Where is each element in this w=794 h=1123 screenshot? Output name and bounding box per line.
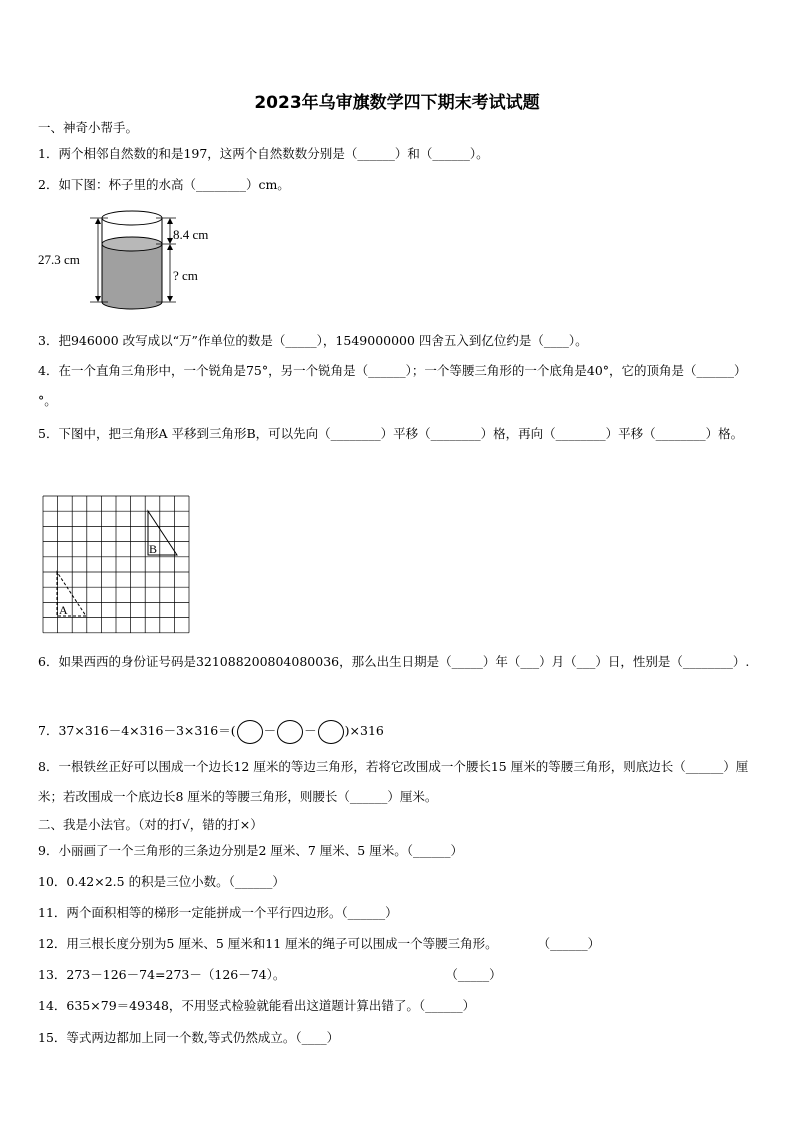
cup-top-label: 8.4 cm <box>173 227 209 242</box>
triangle-a-label: A <box>59 603 68 617</box>
cup-total-label: 27.3 cm <box>38 252 80 267</box>
section-two-heading: 二、我是小法官。（对的打√，错的打×） <box>38 817 263 832</box>
question-12 <box>38 936 600 952</box>
question-13-blank: （_____） <box>445 967 502 982</box>
question-6: 6．如果西西的身份证号码是321088200804080036，那么出生日期是（_____）年（___）月（___）日，性别是（________）. <box>38 654 750 669</box>
question-14: 14．635×79＝49348，不用竖式检验就能看出这道题计算出错了。（______） <box>38 998 476 1013</box>
question-1: 1．两个相邻自然数的和是197，这两个自然数数分别是（______）和（______）。 <box>38 146 489 161</box>
question-7-minus-2: － <box>304 723 317 738</box>
question-13-text: 13．273－126－74=273－（126－74）。 <box>38 967 286 982</box>
question-7-left: 7．37×316－4×316－3×316＝( <box>38 723 236 738</box>
question-11: 11．两个面积相等的梯形一定能拼成一个平行四边形。（______） <box>38 905 398 920</box>
question-2: 2．如下图：杯子里的水高（________）cm。 <box>38 177 290 192</box>
page-title: 2023年乌审旗数学四下期末考试试题 <box>254 93 540 113</box>
answer-circle-3[interactable] <box>318 720 344 744</box>
question-7 <box>38 719 384 744</box>
question-8: 8．一根铁丝正好可以围成一个边长12 厘米的等边三角形，若将它改围成一个腰长15 厘米的等腰三角形，则底边长（______）厘米；若改围成一个底边长8 厘米的等腰三角形，则腰长（______）厘米。 <box>38 759 749 804</box>
question-12-blank: （______） <box>537 936 601 951</box>
question-13 <box>38 967 502 983</box>
question-15: 15．等式两边都加上同一个数,等式仍然成立。（____） <box>38 1030 340 1045</box>
section-one-heading: 一、神奇小帮手。 <box>38 120 139 135</box>
cup-figure <box>36 208 236 318</box>
question-12-text: 12．用三根长度分别为5 厘米、5 厘米和11 厘米的绳子可以围成一个等腰三角形。 <box>38 936 498 951</box>
question-3: 3．把946000 改写成以“万”作单位的数是（_____），1549000000 四舍五入到亿位约是（____）。 <box>38 333 588 348</box>
grid-figure <box>42 495 192 635</box>
triangle-b-label: B <box>149 542 158 556</box>
question-5: 5．下图中，把三角形A 平移到三角形B，可以先向（________）平移（________）格，再向（________）平移（________）格。 <box>38 426 744 441</box>
question-10: 10．0.42×2.5 的积是三位小数。（______） <box>38 874 285 889</box>
question-9: 9．小丽画了一个三角形的三条边分别是2 厘米、7 厘米、5 厘米。（______） <box>38 843 463 858</box>
answer-circle-2[interactable] <box>277 720 303 744</box>
question-7-minus-1: － <box>263 723 277 738</box>
answer-circle-1[interactable] <box>237 720 263 744</box>
question-4: 4．在一个直角三角形中，一个锐角是75°，另一个锐角是（______）；一个等腰三角形的一个底角是40°，它的顶角是（______）°。 <box>38 363 747 408</box>
question-7-right: )×316 <box>344 723 384 738</box>
cup-water-label: ? cm <box>173 268 198 283</box>
